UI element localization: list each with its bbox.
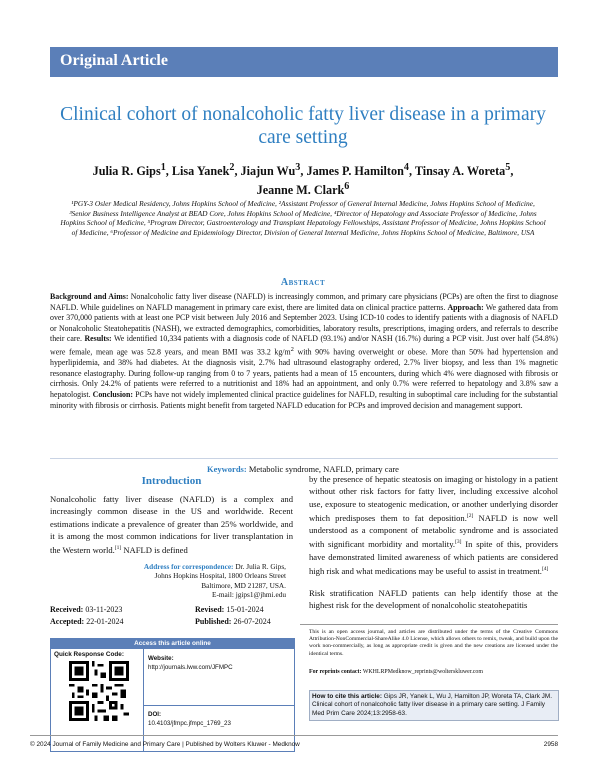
published-date: 26-07-2024 <box>233 617 271 626</box>
keywords-label: Keywords: <box>207 464 247 474</box>
license-note: This is an open access journal, and articles are distributed under the terms of the Creative Commons Attribution-NonCommercial-ShareAlike 4.0 License, which allows others to remix, tweak, and build upon the work non-commercially, as long as appropriate credit is given and the new creations are licensed under the identical terms. <box>309 629 558 657</box>
keywords-text: Metabolic syndrome, NAFLD, primary care <box>248 464 399 474</box>
author: Julia R. Gips$^1$ <box>92 162 166 179</box>
reprints-contact: For reprints contact: WKHLRPMedknow_reprints@wolterskluwer.com <box>309 669 483 675</box>
reprints-email[interactable]: WKHLRPMedknow_reprints@wolterskluwer.com <box>361 669 483 675</box>
footer-copyright: © 2024 Journal of Family Medicine and Primary Care | Published by Wolters Kluwer - Medknow <box>30 741 300 748</box>
how-to-cite-label: How to cite this article: <box>312 693 382 700</box>
intro-heading: Introduction <box>141 475 202 487</box>
abstract-label-background: Background and Aims: <box>50 292 129 301</box>
revised-date: 15-01-2024 <box>226 605 264 614</box>
author: Jeanne M. Clark$^6$ <box>256 181 350 198</box>
article-type-label: Original Article <box>60 52 168 69</box>
intro-right-column: by the presence of hepatic steatosis on imaging or histology in a patient without other risk factors for fatty liver, including excessive alcohol use, exposure to steatogenic medication, or another underlying disorder which predisposes them to fat deposition.[2] NAFLD is now well understood as a component of metabolic syndrome and is associated with significant morbidity and mortality.[3] In spite of this, providers have demonstrated limited awareness of which patients are considered high risk and what medications may be useful to assist in treatment.[4] Risk stratification NAFLD patients can help identify those at the highest risk for the development of nonalcoholic steatohepatitis <box>309 474 558 611</box>
correspondence-email[interactable]: E-mail: jgips1@jhmi.edu <box>211 589 286 599</box>
abstract-label-results: Results: <box>84 334 112 344</box>
divider <box>143 705 294 706</box>
author: Tinsay A. Woreta$^5$ <box>414 162 511 179</box>
accepted-date: 22-01-2024 <box>86 617 124 626</box>
doi-block: DOI: 10.4103/jfmpc.jfmpc_1769_23 <box>148 711 231 727</box>
website-link[interactable]: http://journals.lww.com/JFMPC <box>148 663 233 671</box>
intro-left-column: Nonalcoholic fatty liver disease (NAFLD) is a complex and increasingly common disease in the US and worldwide. Recent estimations indicate a prevalence of greater than 25% worldwide, and it is among the most common indications for liver transplantation in the Western world.[1] NAFLD is defined <box>50 494 293 556</box>
qr-code-icon[interactable] <box>69 661 129 721</box>
doi-link[interactable]: 10.4103/jfmpc.jfmpc_1769_23 <box>148 719 231 727</box>
how-to-cite-box: How to cite this article: Gips JR, Yanek L, Wu J, Hamilton JP, Woreta TA, Clark JM. Clinical cohort of nonalcoholic fatty liver disease in a primary care setting. J Family Med Prim Care 2024;13:2958-63. <box>309 690 559 721</box>
footer-divider <box>30 735 558 736</box>
author: James P. Hamilton$^4$ <box>306 162 409 179</box>
abstract-body: Background and Aims: Nonalcoholic fatty liver disease (NAFLD) is increasingly common, and primary care physicians (PCPs) are often the first to diagnose NAFLD. While guidelines on NAFLD management in primary care exist, there are limited data on clinical practice patterns. Approach: We gathered data from over 370,000 patients with at least one PCP visit between July 2016 and September 2023. Using ICD-10 codes to identify patients with a diagnosis of NAFLD or Nonalcoholic Steatohepatitis (NASH), we extracted demographics, comorbidities, laboratory results, prescriptions, imaging orders, and referrals to describe their care. Results: We identified 10,334 patients with a diagnosis code of NAFLD (93.1%) and/or NASH (16.7%) during a PCP visit. Just over half (54.8%) were female, mean age was 52.8 years, and mean BMI was 33.2 $kg/m^2$ with 90% having overweight or obese. More than 50% had hypertension and hyperlipidemia, and 38% had diabetes. At the diagnosis visit, 2.7% had ultrasound elastography ordered, 2.7% liver biopsy, and less than 1% magnetic resonance elastography. During follow-up ranging from 0 to 7 years, patients had a mean of 15 encounters, during which 4% were diagnosed with fibrosis or cirrhosis. Only 24.2% of patients were referred to a nutritionist and 18% had an appointment, and only 0.7% were referred to hepatology and 3.8% saw a hepatologist. Conclusion: PCPs have not widely implemented clinical practice guidelines for NAFLD, resulting in suboptimal care including for the substantial minority with fibrosis or cirrhosis. Patients might benefit from targeted NAFLD education for PCPs and improved decision and management support. <box>50 292 558 410</box>
article-dates: Received: 03-11-2023 Revised: 15-01-2024 Accepted: 22-01-2024 Published: 26-07-2024 <box>50 605 271 626</box>
divider <box>50 458 558 459</box>
author: Lisa Yanek$^2$ <box>171 162 235 179</box>
abstract-label-approach: Approach: <box>447 302 484 312</box>
received-date: 03-11-2023 <box>85 605 123 614</box>
page-footer <box>30 741 558 748</box>
abstract-heading: Abstract <box>280 277 326 288</box>
article-type-banner <box>50 47 558 77</box>
divider <box>300 624 558 625</box>
page-number: 2958 <box>543 741 558 748</box>
correspondence-address: Address for correspondence: Dr. Julia R. Gips, Johns Hopkins Hospital, 1800 Orleans Street Baltimore, MD 21287, USA. E-mail: jgips1@jhmi.edu <box>143 562 286 599</box>
affiliations: ¹PGY-3 Osler Medical Residency, Johns Hopkins School of Medicine, ²Assistant Professor of General Internal Medicine, Johns Hopkins School of Medicine, ³Senior Business Intelligence Analyst at BEAD Core, Johns Hopkins School of Medicine, ⁴Director of Hepatology and Associate Professor of Medicine, Johns Hopkins School of Medicine, ⁵Program Director, Gastroenterology and Transplant Hepatology Fellowships, Assistant Professor of Medicine, Johns Hopkins School of Medicine, ⁶Professor of Medicine and Epidemiology Director, Division of General Internal Medicine, Johns Hopkins School of Medicine, Baltimore, USA <box>60 199 546 237</box>
qr-label: Quick Response Code: <box>54 651 124 658</box>
correspondence-label: Address for correspondence: <box>143 562 234 571</box>
abstract-label-conclusion: Conclusion: <box>92 389 133 399</box>
author: Jiajun Wu$^3$ <box>240 162 301 179</box>
author-list: Julia R. Gips$^1$, Lisa Yanek$^2$, Jiajun Wu$^3$, James P. Hamilton$^4$, Tinsay A. Woreta$^5$, Jeanne M. Clark$^6$ <box>92 162 514 198</box>
article-title: Clinical cohort of nonalcoholic fatty liver disease in a primary care setting <box>60 104 546 148</box>
website-block: Website: http://journals.lww.com/JFMPC <box>148 655 233 671</box>
access-heading: Access this article online <box>51 639 294 649</box>
